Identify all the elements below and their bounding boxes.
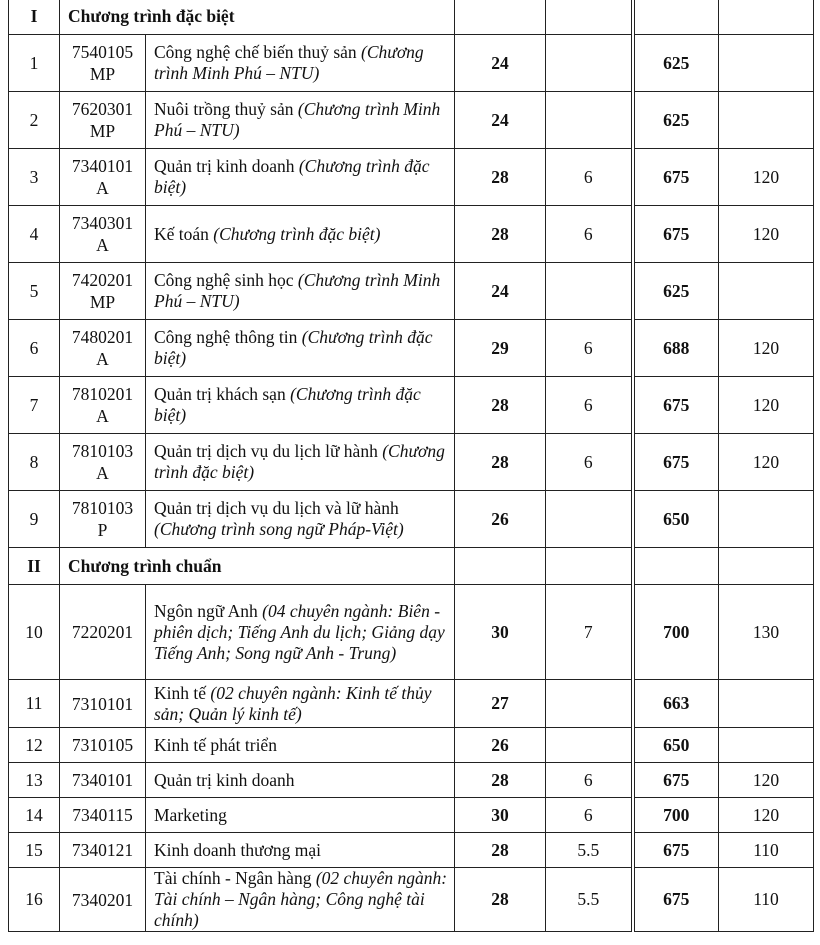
major-name: Ngôn ngữ Anh: [154, 600, 258, 621]
table-row: [9, 763, 814, 798]
section-title: Chương trình chuẩn: [60, 548, 455, 585]
major-name-cell: [146, 763, 455, 798]
empty-cell: [719, 0, 814, 35]
program-note: (Chương trình đặc biệt): [154, 327, 433, 368]
major-name: Kinh tế phát triển: [154, 734, 277, 755]
row-number: 14: [9, 798, 60, 833]
sub-total-cell: 120: [719, 377, 814, 434]
sub-total-cell: [719, 263, 814, 320]
total-score-cell: 663: [633, 680, 719, 728]
row-number: 16: [9, 868, 60, 932]
total-score-cell: 675: [633, 868, 719, 932]
major-code: [60, 491, 146, 548]
sub-score-cell: 6: [546, 763, 633, 798]
total-score-cell: 650: [633, 491, 719, 548]
score-cell: 28: [455, 763, 546, 798]
major-code-line: 7810201: [71, 384, 134, 404]
row-number: 12: [9, 728, 60, 763]
table-row: [9, 680, 814, 728]
major-name: Kinh doanh thương mại: [154, 839, 321, 860]
score-cell: 26: [455, 728, 546, 763]
row-number: 10: [9, 585, 60, 680]
table-row: [9, 798, 814, 833]
row-number: 2: [9, 92, 60, 149]
row-number: 11: [9, 680, 60, 728]
major-code-line: 7480201: [71, 327, 134, 347]
total-score-cell: 625: [633, 263, 719, 320]
row-number: 9: [9, 491, 60, 548]
major-name-cell: [146, 263, 455, 320]
major-name: Quản trị kinh doanh: [154, 769, 295, 790]
empty-cell: [546, 0, 633, 35]
total-score-cell: 688: [633, 320, 719, 377]
sub-score-cell: 6: [546, 320, 633, 377]
major-code: [60, 585, 146, 680]
major-name-cell: [146, 92, 455, 149]
sub-total-cell: 120: [719, 320, 814, 377]
major-name: Tài chính - Ngân hàng: [154, 868, 312, 888]
major-code-line: A: [96, 463, 109, 483]
major-code: [60, 92, 146, 149]
major-name-cell: [146, 377, 455, 434]
sub-score-cell: [546, 35, 633, 92]
major-code-line: 7310105: [71, 735, 134, 755]
major-code-line: A: [96, 406, 109, 426]
section-header-row: [9, 548, 814, 585]
empty-cell: [633, 0, 719, 35]
major-name: Kế toán: [154, 223, 209, 244]
empty-cell: [455, 548, 546, 585]
score-cell: 24: [455, 35, 546, 92]
score-cell: 24: [455, 92, 546, 149]
major-code-line: 7340301: [71, 213, 134, 233]
major-name-cell: [146, 491, 455, 548]
major-code: [60, 206, 146, 263]
major-name-cell: [146, 320, 455, 377]
major-code-line: 7810103: [71, 498, 134, 518]
major-name: Marketing: [154, 804, 227, 825]
total-score-cell: 675: [633, 434, 719, 491]
sub-total-cell: 110: [719, 868, 814, 932]
row-number: 13: [9, 763, 60, 798]
empty-cell: [719, 548, 814, 585]
major-name: Quản trị dịch vụ du lịch lữ hành: [154, 441, 378, 461]
row-number: 5: [9, 263, 60, 320]
program-note: (Chương trình đặc biệt): [154, 384, 421, 425]
major-code: [60, 798, 146, 833]
major-name-cell: [146, 585, 455, 680]
major-code: [60, 377, 146, 434]
total-score-cell: 650: [633, 728, 719, 763]
major-code-line: 7420201: [71, 270, 134, 290]
sub-score-cell: 5.5: [546, 833, 633, 868]
sub-score-cell: 7: [546, 585, 633, 680]
score-cell: 28: [455, 206, 546, 263]
program-note: (Chương trình Minh Phú – NTU): [154, 270, 441, 311]
row-number: 4: [9, 206, 60, 263]
sub-score-cell: 6: [546, 377, 633, 434]
sub-total-cell: [719, 680, 814, 728]
total-score-cell: 675: [633, 149, 719, 206]
score-cell: 28: [455, 377, 546, 434]
sub-total-cell: 120: [719, 798, 814, 833]
score-cell: 28: [455, 149, 546, 206]
program-note: (Chương trình đặc biệt): [213, 223, 381, 244]
sub-score-cell: 6: [546, 149, 633, 206]
major-code: [60, 833, 146, 868]
sub-score-cell: [546, 263, 633, 320]
table-row: [9, 868, 814, 932]
major-name-cell: [146, 833, 455, 868]
major-code: [60, 149, 146, 206]
major-code-line: MP: [89, 121, 116, 141]
section-header-row: [9, 0, 814, 35]
sub-score-cell: 6: [546, 798, 633, 833]
sub-score-cell: 5.5: [546, 868, 633, 932]
sub-score-cell: [546, 728, 633, 763]
score-cell: 28: [455, 434, 546, 491]
sub-total-cell: [719, 35, 814, 92]
program-note: (02 chuyên ngành: Tài chính – Ngân hàng; Công nghệ tài chính): [154, 868, 448, 930]
major-code-line: MP: [89, 292, 116, 312]
program-note: (Chương trình Minh Phú – NTU): [154, 42, 424, 83]
major-code: [60, 868, 146, 932]
row-number: 3: [9, 149, 60, 206]
sub-total-cell: [719, 92, 814, 149]
total-score-cell: 625: [633, 35, 719, 92]
sub-score-cell: [546, 92, 633, 149]
major-code-line: 7340201: [71, 889, 134, 910]
row-number: 8: [9, 434, 60, 491]
major-name: Công nghệ chế biến thuỷ sản: [154, 42, 357, 62]
section-number: II: [9, 548, 60, 585]
major-code-line: 7620301: [71, 99, 134, 119]
table-row: [9, 833, 814, 868]
major-code-line: A: [96, 349, 109, 369]
table-row: [9, 263, 814, 320]
empty-cell: [546, 548, 633, 585]
row-number: 6: [9, 320, 60, 377]
major-code-line: 7340121: [71, 840, 134, 860]
empty-cell: [455, 0, 546, 35]
total-score-cell: 700: [633, 585, 719, 680]
major-code: [60, 320, 146, 377]
major-name: Công nghệ thông tin: [154, 327, 298, 347]
major-code-line: P: [97, 520, 108, 540]
table-row: [9, 434, 814, 491]
major-code: [60, 763, 146, 798]
sub-total-cell: 120: [719, 434, 814, 491]
major-name: Quản trị kinh doanh: [154, 156, 295, 176]
major-code-line: 7220201: [71, 622, 134, 642]
program-note: (Chương trình đặc biệt): [154, 441, 445, 482]
major-code-line: 7540105: [71, 42, 134, 62]
total-score-cell: 625: [633, 92, 719, 149]
major-name: Nuôi trồng thuỷ sản: [154, 99, 294, 119]
section-title: Chương trình đặc biệt: [60, 0, 455, 35]
score-cell: 28: [455, 868, 546, 932]
major-code-line: 7810103: [71, 441, 134, 461]
score-cell: 28: [455, 833, 546, 868]
sub-total-cell: 120: [719, 206, 814, 263]
program-note: (04 chuyên ngành: Biên - phiên dịch; Tiếng Anh du lịch; Giảng dạy Tiếng Anh; Song ngữ Anh - Trung): [154, 600, 445, 663]
empty-cell: [633, 548, 719, 585]
major-code-line: 7340115: [72, 805, 133, 825]
major-name-cell: [146, 680, 455, 728]
table-row: [9, 92, 814, 149]
major-name-cell: [146, 798, 455, 833]
total-score-cell: 700: [633, 798, 719, 833]
table-row: [9, 149, 814, 206]
sub-score-cell: 6: [546, 434, 633, 491]
table-row: [9, 728, 814, 763]
major-name-cell: [146, 434, 455, 491]
major-code: [60, 680, 146, 728]
major-name-cell: [146, 728, 455, 763]
major-code-line: A: [96, 178, 109, 198]
major-code: [60, 263, 146, 320]
score-cell: 24: [455, 263, 546, 320]
program-note: (Chương trình Minh Phú – NTU): [154, 99, 441, 140]
row-number: 7: [9, 377, 60, 434]
major-name-cell: [146, 35, 455, 92]
score-cell: 26: [455, 491, 546, 548]
row-number: 15: [9, 833, 60, 868]
total-score-cell: 675: [633, 833, 719, 868]
program-note: (02 chuyên ngành: Kinh tế thủy sản; Quản lý kinh tế): [154, 682, 432, 724]
major-code-line: 7340101: [71, 156, 134, 176]
major-code-line: 7310101: [71, 693, 134, 714]
major-code: [60, 434, 146, 491]
major-code-line: 7340101: [71, 770, 134, 790]
table-row: [9, 377, 814, 434]
table-row: [9, 35, 814, 92]
sub-total-cell: 110: [719, 833, 814, 868]
row-number: 1: [9, 35, 60, 92]
major-name: Công nghệ sinh học: [154, 270, 294, 290]
program-note: (Chương trình đặc biệt): [154, 156, 430, 197]
sub-total-cell: [719, 728, 814, 763]
major-code: [60, 728, 146, 763]
sub-total-cell: 130: [719, 585, 814, 680]
table-row: [9, 585, 814, 680]
total-score-cell: 675: [633, 206, 719, 263]
sub-total-cell: [719, 491, 814, 548]
major-name-cell: [146, 149, 455, 206]
sub-score-cell: 6: [546, 206, 633, 263]
table-body: [9, 0, 814, 932]
major-code-line: A: [96, 235, 109, 255]
total-score-cell: 675: [633, 763, 719, 798]
table-row: [9, 491, 814, 548]
sub-total-cell: 120: [719, 763, 814, 798]
major-name: Quản trị dịch vụ du lịch và lữ hành: [154, 498, 399, 518]
program-note: (Chương trình song ngữ Pháp-Việt): [154, 519, 404, 539]
total-score-cell: 675: [633, 377, 719, 434]
sub-score-cell: [546, 680, 633, 728]
table-row: [9, 320, 814, 377]
major-name: Kinh tế: [154, 682, 207, 703]
major-code: [60, 35, 146, 92]
sub-total-cell: 120: [719, 149, 814, 206]
major-code-line: MP: [89, 64, 116, 84]
score-cell: 30: [455, 798, 546, 833]
score-cell: 29: [455, 320, 546, 377]
sub-score-cell: [546, 491, 633, 548]
section-number: I: [9, 0, 60, 35]
major-name: Quản trị khách sạn: [154, 384, 286, 404]
table-row: [9, 206, 814, 263]
score-cell: 27: [455, 680, 546, 728]
score-cell: 30: [455, 585, 546, 680]
major-name-cell: [146, 206, 455, 263]
major-name-cell: [146, 868, 455, 932]
admission-table: [8, 0, 814, 932]
